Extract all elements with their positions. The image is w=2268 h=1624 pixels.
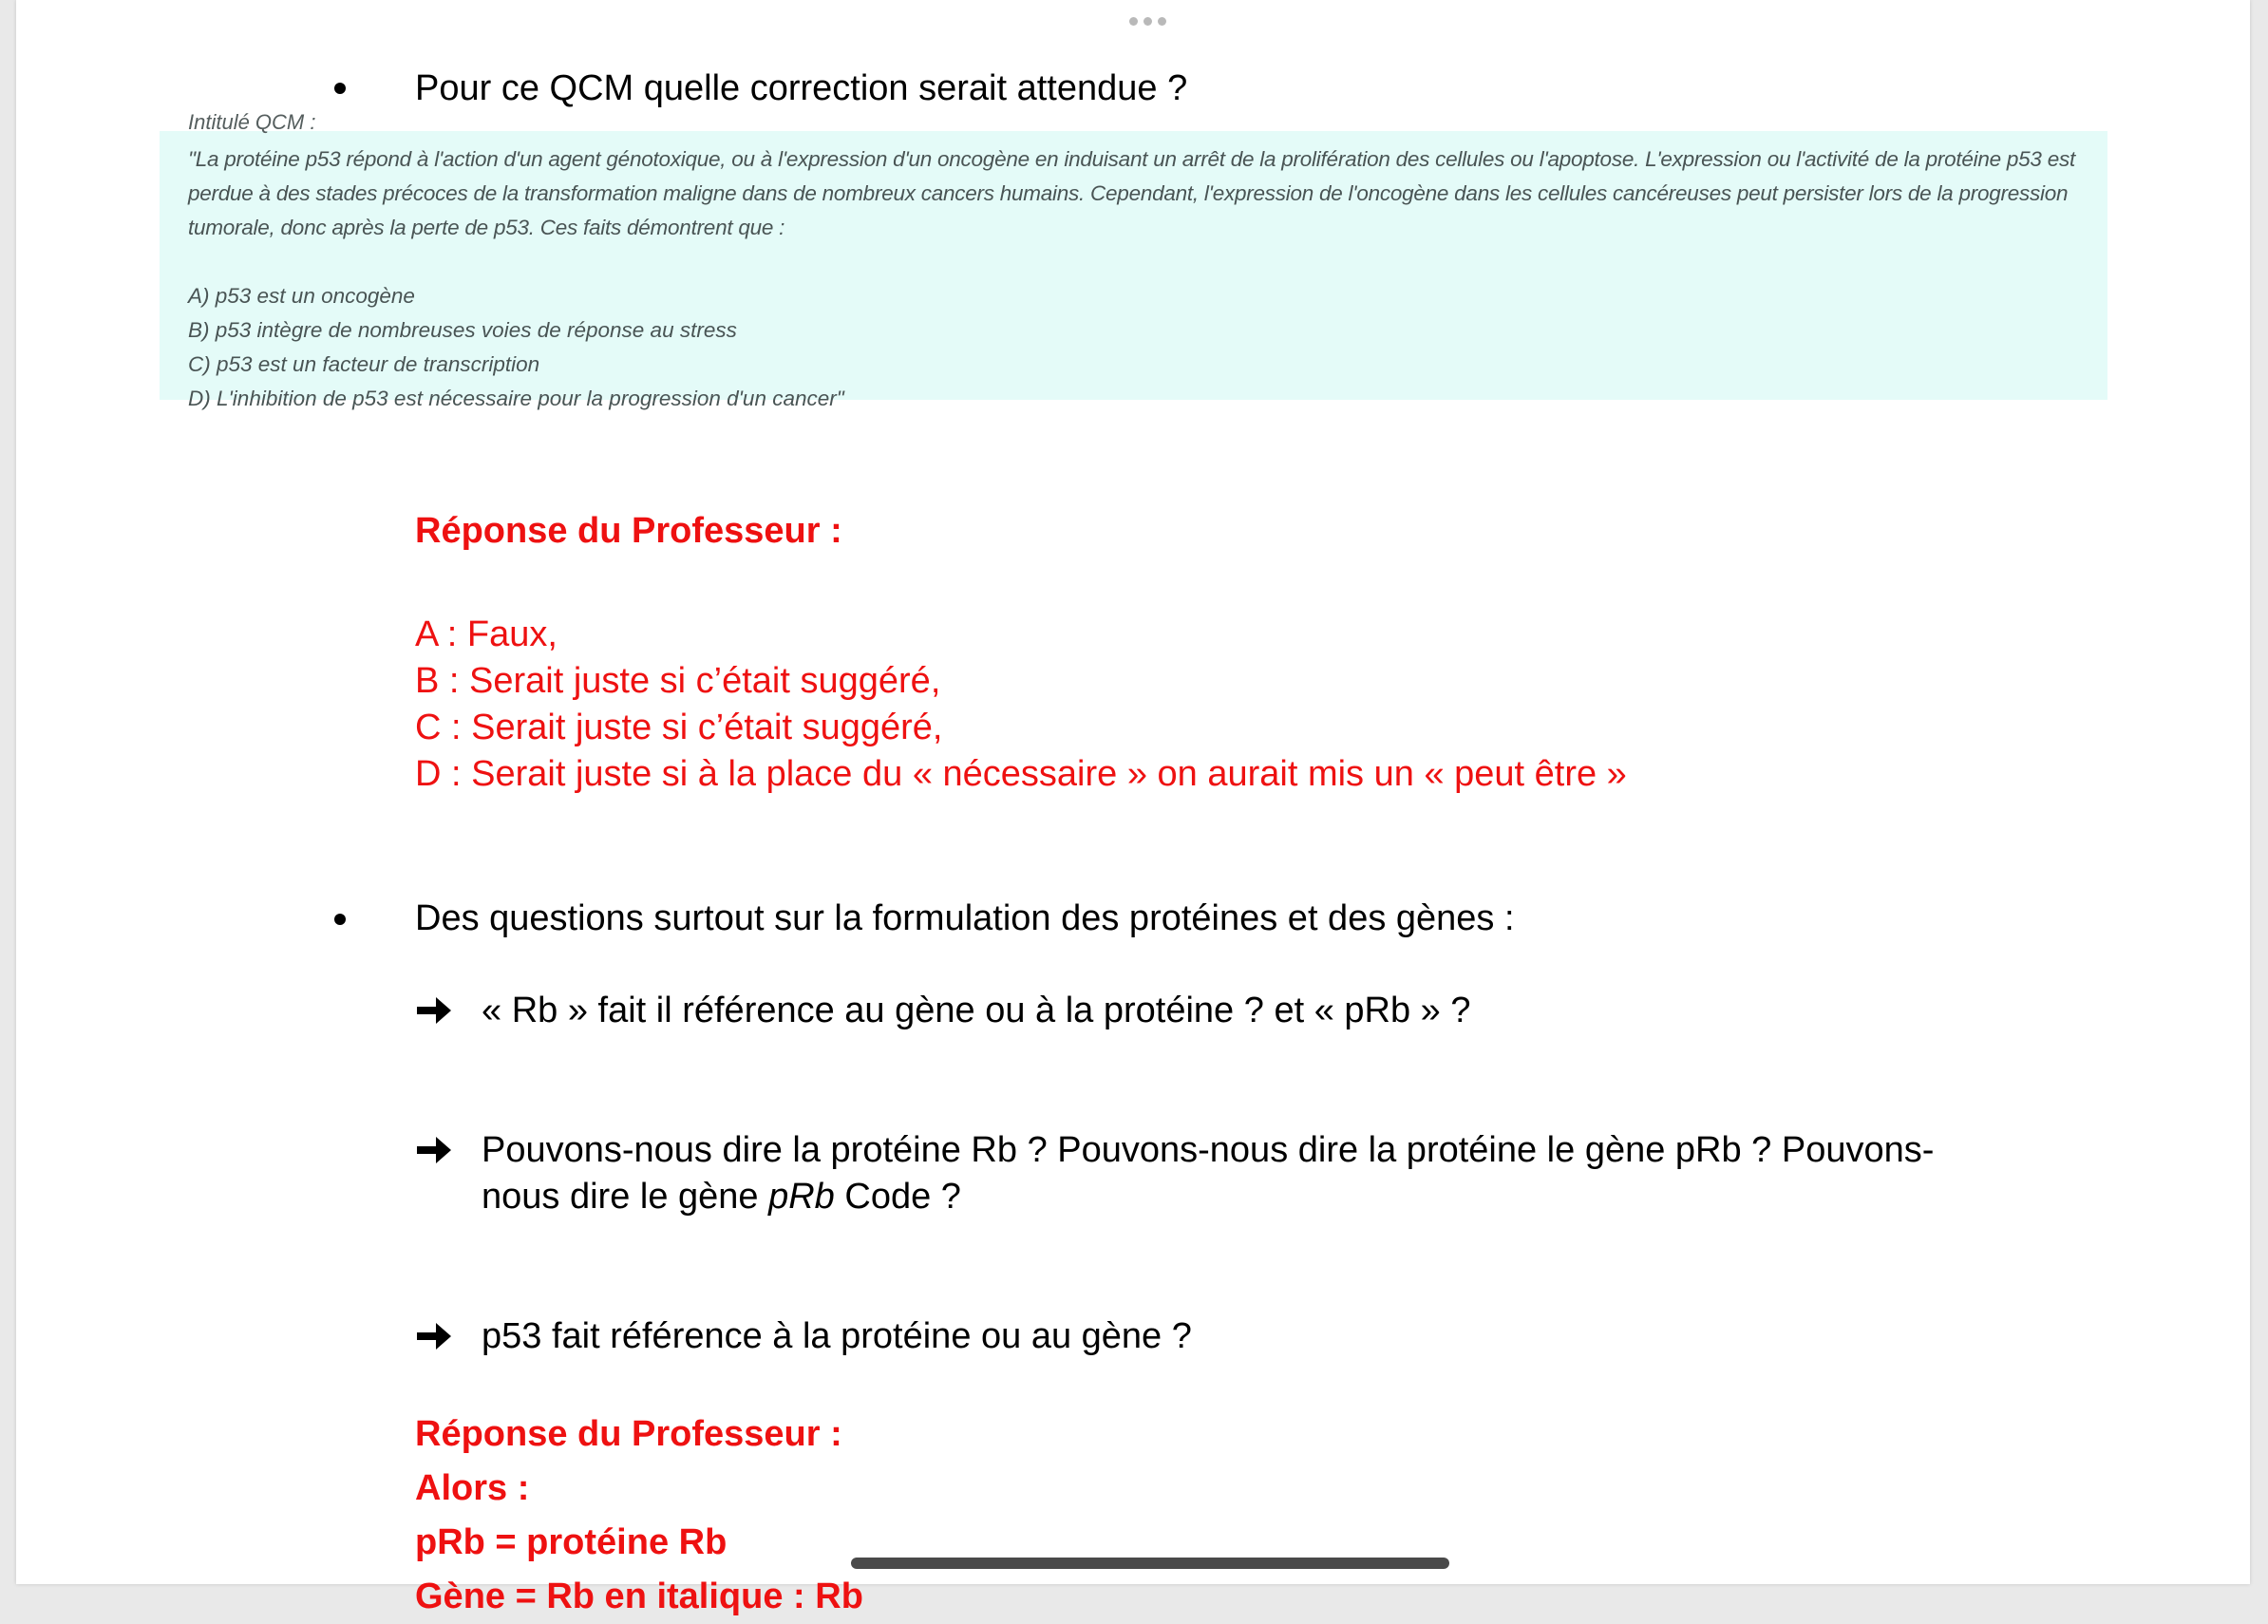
document-page[interactable] xyxy=(16,0,2250,1616)
bullet-icon xyxy=(334,914,346,925)
response-line-prb: pRb = protéine Rb xyxy=(415,1522,728,1562)
answer-d: D : Serait juste si à la place du « nécessaire » on aurait mis un « peut être » xyxy=(415,754,1627,794)
quiz-text xyxy=(188,142,2097,416)
arrow-text-line-1: Pouvons-nous dire la protéine Rb ? Pouvons-nous dire la protéine le gène pRb ? Pouvons- xyxy=(482,1130,1935,1170)
response-heading-2: Réponse du Professeur : xyxy=(415,1414,842,1454)
response-line-gene-clipped: Gène = Rb en italique : Rb xyxy=(415,1577,863,1616)
response-heading: Réponse du Professeur : xyxy=(415,511,842,551)
quiz-option-b: B) p53 intègre de nombreuses voies de réponse au stress xyxy=(188,318,737,342)
arrow-text-line: « Rb » fait il référence au gène ou à la protéine ? et « pRb » ? xyxy=(482,991,1471,1030)
quiz-option-d: D) L'inhibition de p53 est nécessaire pour la progression d'un cancer" xyxy=(188,387,844,410)
answer-c: C : Serait juste si c’était suggéré, xyxy=(415,708,943,747)
arrow-text-line-2: nous dire le gène pRb Code ? xyxy=(482,1177,961,1217)
arrow-right-icon xyxy=(415,1133,453,1167)
response-answers xyxy=(415,612,1627,798)
bullet-text: Pour ce QCM quelle correction serait attendue ? xyxy=(415,68,1188,108)
quiz-option-c: C) p53 est un facteur de transcription xyxy=(188,352,540,376)
quiz-screenshot xyxy=(160,110,2107,410)
arrow-right-icon xyxy=(415,1319,453,1353)
answer-b: B : Serait juste si c’était suggéré, xyxy=(415,661,941,701)
quiz-clipped-header: Intitulé QCM : xyxy=(188,110,316,134)
home-indicator[interactable] xyxy=(851,1558,1449,1569)
more-dots-icon[interactable] xyxy=(1129,17,1166,26)
bullet-text: Des questions surtout sur la formulation des protéines et des gènes : xyxy=(415,898,1515,938)
quiz-paragraph: "La protéine p53 répond à l'action d'un agent génotoxique, ou à l'expression d'un oncogène en induisant un arrêt de la prolifération des cellules ou l'apoptose. L'expression ou l'activité de la protéine p53 est perdue à des stades précoces de la transformation maligne dans de nombreux cancers humains. Cependant, l'expression de l'oncogène dans les cellules cancéreuses peut persister lors de la progression tumorale, donc après la perte de p53. Ces faits démontrent que : xyxy=(188,147,2075,239)
response-line-alors: Alors : xyxy=(415,1468,530,1508)
arrow-right-icon xyxy=(415,993,453,1028)
bullet-icon xyxy=(334,83,346,94)
arrow-text-line: p53 fait référence à la protéine ou au gène ? xyxy=(482,1316,1192,1356)
answer-a: A : Faux, xyxy=(415,614,558,654)
quiz-option-a: A) p53 est un oncogène xyxy=(188,284,415,308)
